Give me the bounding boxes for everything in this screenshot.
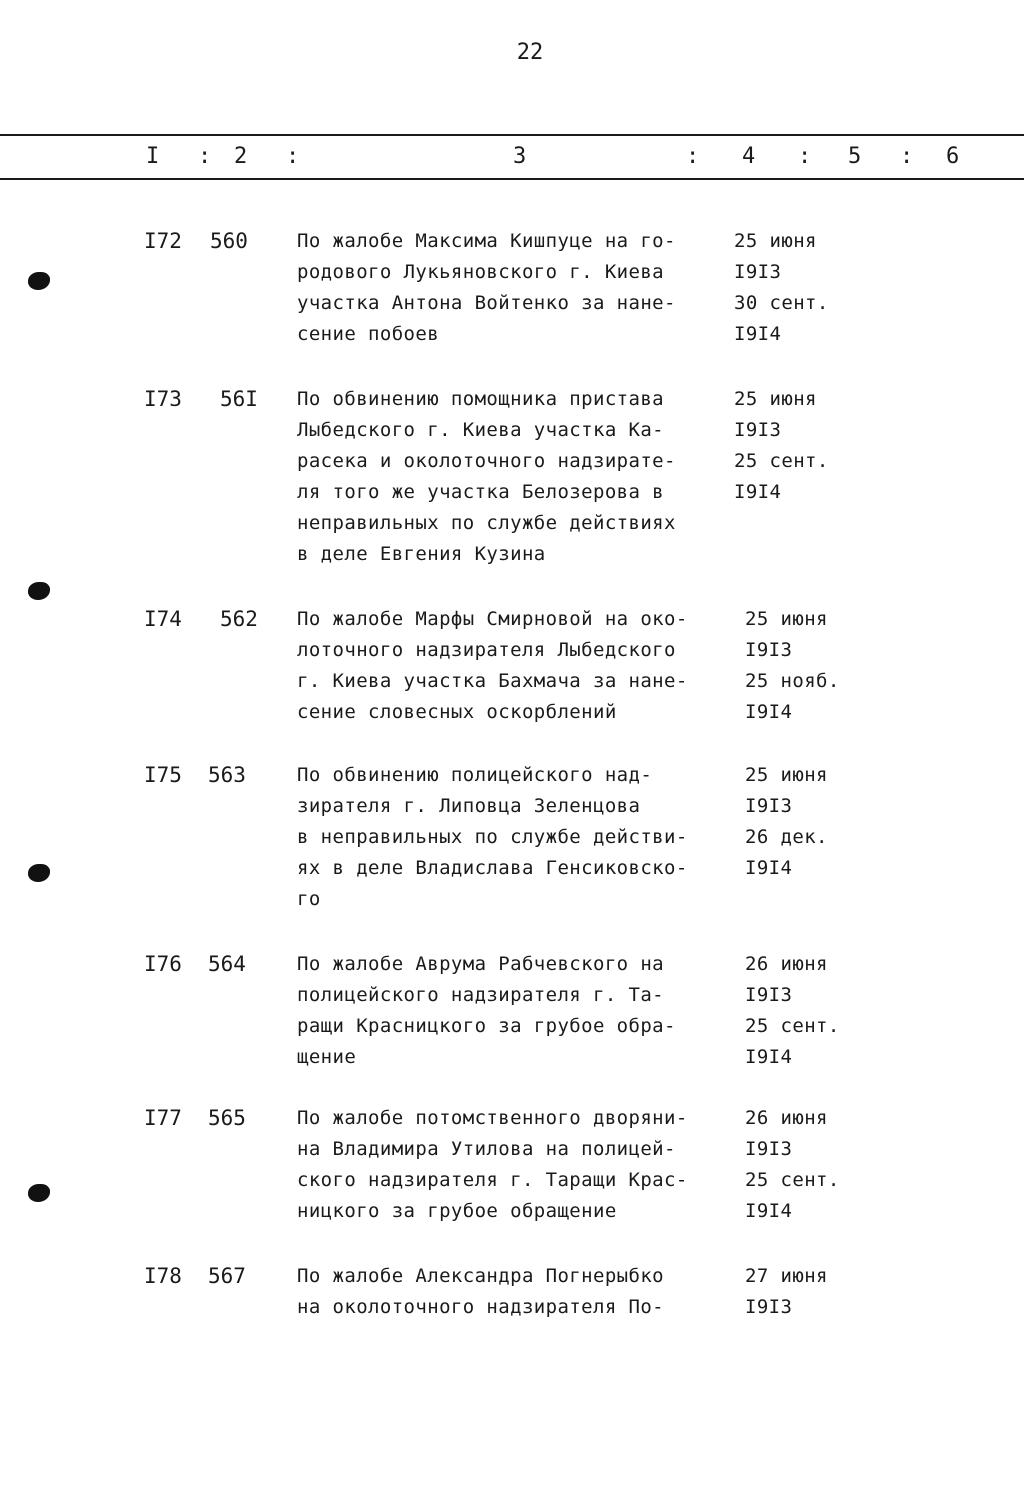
end-date: 25 сент. <box>745 1015 840 1037</box>
description-line: в неправильных по службе действи- <box>297 826 688 848</box>
page-number: 22 <box>516 40 544 65</box>
header-col-3: 3 <box>513 144 528 169</box>
start-year: I9I3 <box>745 1138 793 1160</box>
binding-hole-mark <box>28 272 50 290</box>
description-line: лоточного надзирателя Лыбедского <box>297 639 676 661</box>
entry-dates <box>734 226 829 350</box>
start-year: I9I3 <box>745 795 793 817</box>
header-col-6: 6 <box>946 144 961 169</box>
end-year: I9I4 <box>734 481 782 503</box>
description-line: По жалобе Марфы Смирновой на око- <box>297 608 688 630</box>
description-line: По жалобе Максима Кишпуце на го- <box>297 230 676 252</box>
header-separator: : <box>798 144 812 169</box>
description-line: ля того же участка Белозерова в <box>297 481 665 503</box>
description-line: щение <box>297 1046 357 1068</box>
description-line: ницкого за грубое обращение <box>297 1200 617 1222</box>
header-col-4: 4 <box>742 144 757 169</box>
end-date: 25 сент. <box>734 450 829 472</box>
description-line: Лыбедского г. Киева участка Ка- <box>297 419 665 441</box>
description-line: ях в деле Владислава Генсиковско- <box>297 857 688 879</box>
entry-description <box>297 604 722 728</box>
entry-description <box>297 226 722 350</box>
binding-hole-mark <box>28 1184 50 1202</box>
entry-number: I78 <box>144 1264 182 1288</box>
entry-number: I77 <box>144 1106 182 1130</box>
entry-dates <box>745 1261 828 1323</box>
start-year: I9I3 <box>745 984 793 1006</box>
entry-description <box>297 1103 722 1227</box>
entry-dates <box>745 1103 840 1227</box>
entry-code: 560 <box>210 229 248 253</box>
header-separator: : <box>686 144 700 169</box>
description-line: участка Антона Войтенко за нане- <box>297 292 676 314</box>
header-top-rule <box>0 134 1024 136</box>
description-line: в деле Евгения Кузина <box>297 543 546 565</box>
description-line: на Владимира Утилова на полицей- <box>297 1138 676 1160</box>
description-line: го <box>297 888 321 910</box>
description-line: зирателя г. Липовца Зеленцова <box>297 795 641 817</box>
binding-hole-mark <box>28 582 50 600</box>
end-date: 25 сент. <box>745 1169 840 1191</box>
description-line: По обвинению помощника пристава <box>297 388 665 410</box>
entry-code: 565 <box>208 1106 246 1130</box>
description-line: ращи Красницкого за грубое обра- <box>297 1015 676 1037</box>
start-year: I9I3 <box>734 419 782 441</box>
description-line: на околоточного надзирателя По- <box>297 1296 665 1318</box>
entry-code: 567 <box>208 1264 246 1288</box>
end-date: 30 сент. <box>734 292 829 314</box>
entry-number: I73 <box>144 387 182 411</box>
binding-hole-mark <box>28 864 50 882</box>
start-year: I9I3 <box>745 1296 793 1318</box>
header-separator: : <box>198 144 212 169</box>
entry-number: I74 <box>144 607 182 631</box>
header-separator: : <box>286 144 300 169</box>
entry-code: 56I <box>220 387 258 411</box>
description-line: полицейского надзирателя г. Та- <box>297 984 665 1006</box>
end-date: 25 нояб. <box>745 670 840 692</box>
start-year: I9I3 <box>745 639 793 661</box>
end-year: I9I4 <box>745 1200 793 1222</box>
description-line: г. Киева участка Бахмача за нане- <box>297 670 688 692</box>
end-year: I9I4 <box>745 857 793 879</box>
header-col-5: 5 <box>848 144 863 169</box>
entry-dates <box>745 760 828 884</box>
start-date: 26 июня <box>745 1107 828 1129</box>
header-col-2: 2 <box>234 144 249 169</box>
entry-description <box>297 384 722 570</box>
description-line: По обвинению полицейского над- <box>297 764 653 786</box>
entry-description <box>297 949 722 1073</box>
start-date: 25 июня <box>734 230 817 252</box>
description-line: По жалобе потомственного дворяни- <box>297 1107 688 1129</box>
entry-dates <box>734 384 829 508</box>
entry-code: 562 <box>220 607 258 631</box>
entry-code: 563 <box>208 763 246 787</box>
entry-number: I76 <box>144 952 182 976</box>
entry-code: 564 <box>208 952 246 976</box>
description-line: По жалобе Аврума Рабчевского на <box>297 953 665 975</box>
start-date: 25 июня <box>745 608 828 630</box>
description-line: ского надзирателя г. Таращи Крас- <box>297 1169 688 1191</box>
description-line: неправильных по службе действиях <box>297 512 676 534</box>
entry-dates <box>745 604 840 728</box>
end-year: I9I4 <box>734 323 782 345</box>
entry-number: I75 <box>144 763 182 787</box>
start-year: I9I3 <box>734 261 782 283</box>
end-date: 26 дек. <box>745 826 828 848</box>
header-col-1: I <box>146 144 161 169</box>
end-year: I9I4 <box>745 1046 793 1068</box>
description-line: сение побоев <box>297 323 440 345</box>
start-date: 26 июня <box>745 953 828 975</box>
start-date: 25 июня <box>734 388 817 410</box>
end-year: I9I4 <box>745 701 793 723</box>
description-line: По жалобе Александра Погнерыбко <box>297 1265 665 1287</box>
description-line: расека и околоточного надзирате- <box>297 450 676 472</box>
start-date: 27 июня <box>745 1265 828 1287</box>
entry-description <box>297 1261 722 1323</box>
entry-dates <box>745 949 840 1073</box>
entry-description <box>297 760 722 915</box>
header-separator: : <box>900 144 914 169</box>
description-line: сение словесных оскорблений <box>297 701 617 723</box>
start-date: 25 июня <box>745 764 828 786</box>
entry-number: I72 <box>144 229 182 253</box>
header-bottom-rule <box>0 178 1024 180</box>
description-line: родового Лукьяновского г. Киева <box>297 261 665 283</box>
